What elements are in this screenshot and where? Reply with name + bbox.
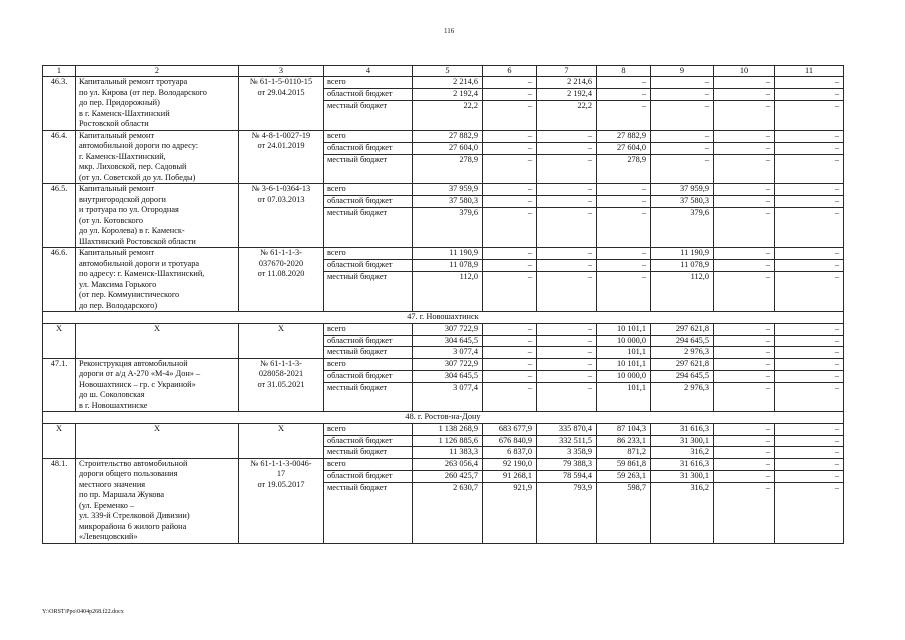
amount-cell: – xyxy=(537,248,597,260)
section-total-row xyxy=(43,324,844,336)
amount-cell: – xyxy=(714,130,775,142)
amount-cell: – xyxy=(597,101,651,131)
amount-cell: 87 104,3 xyxy=(597,424,651,436)
amount-cell: – xyxy=(537,142,597,154)
amount-cell: – xyxy=(537,347,597,359)
item-name-line: до ул. Королева) в г. Каменск- xyxy=(79,226,185,235)
amount-cell: – xyxy=(597,248,651,260)
amount-cell: – xyxy=(775,382,844,412)
funding-source-label: всего xyxy=(324,130,413,142)
amount-cell: 59 263,1 xyxy=(597,470,651,482)
amount-cell: – xyxy=(714,260,775,272)
column-number: 9 xyxy=(651,66,714,77)
funding-source-label: областной бюджет xyxy=(324,196,413,208)
amount-cell: – xyxy=(597,260,651,272)
amount-cell: 112,0 xyxy=(651,272,714,312)
amount-cell: – xyxy=(483,248,537,260)
amount-cell: – xyxy=(775,435,844,447)
funding-source-label: всего xyxy=(324,358,413,370)
amount-cell: – xyxy=(775,324,844,336)
amount-cell: – xyxy=(651,101,714,131)
amount-cell: – xyxy=(483,370,537,382)
amount-cell: – xyxy=(714,435,775,447)
amount-cell: 676 840,9 xyxy=(483,435,537,447)
amount-cell: 22,2 xyxy=(413,101,483,131)
item-name-line: до ш. Соколовская xyxy=(79,390,145,399)
item-name-line: автомобильной дороги по адресу: xyxy=(79,141,199,150)
funding-source-label: всего xyxy=(324,458,413,470)
item-name-line: до пер. Придорожный) xyxy=(79,98,160,107)
amount-cell: 27 604,0 xyxy=(597,142,651,154)
amount-cell: – xyxy=(483,358,537,370)
amount-cell: – xyxy=(651,130,714,142)
amount-cell: – xyxy=(775,424,844,436)
amount-cell: 683 677,9 xyxy=(483,424,537,436)
item-number: 46.5. xyxy=(43,184,76,248)
item-name-line: дороги от а/д А-270 «М-4» Дон» – xyxy=(79,369,201,378)
amount-cell: 11 078,9 xyxy=(651,260,714,272)
amount-cell: – xyxy=(714,447,775,459)
amount-cell: – xyxy=(775,89,844,101)
amount-cell: – xyxy=(775,470,844,482)
table-row xyxy=(43,184,844,196)
amount-cell: – xyxy=(775,130,844,142)
amount-cell: – xyxy=(597,208,651,248)
amount-cell: – xyxy=(775,482,844,543)
column-number: 5 xyxy=(413,66,483,77)
amount-cell: 3 358,9 xyxy=(537,447,597,459)
item-name-line: по ул. Кирова (от пер. Володарского xyxy=(79,87,207,97)
footer-file-path: Y:\ORST\Ppo\0404p268.f22.docx xyxy=(42,609,124,615)
column-number: 7 xyxy=(537,66,597,77)
item-name-line: (ул. Еременко – xyxy=(79,500,135,510)
amount-cell: – xyxy=(775,184,844,196)
amount-cell: 297 621,8 xyxy=(651,358,714,370)
amount-cell: – xyxy=(483,335,537,347)
amount-cell: – xyxy=(775,358,844,370)
item-name-line: ул. Максима Горького xyxy=(79,279,157,289)
amount-cell: 1 126 885,6 xyxy=(413,435,483,447)
amount-cell: – xyxy=(714,324,775,336)
amount-cell: – xyxy=(483,382,537,412)
amount-cell: – xyxy=(714,458,775,470)
item-name-line: Ростовской области xyxy=(79,119,149,128)
amount-cell: – xyxy=(483,101,537,131)
x-marker-doc: Х xyxy=(239,424,324,459)
amount-cell: – xyxy=(714,382,775,412)
amount-cell: – xyxy=(714,335,775,347)
amount-cell: – xyxy=(537,130,597,142)
amount-cell: – xyxy=(714,184,775,196)
amount-cell: 78 594,4 xyxy=(537,470,597,482)
amount-cell: 37 580,3 xyxy=(651,196,714,208)
amount-cell: 379,6 xyxy=(413,208,483,248)
amount-cell: – xyxy=(483,184,537,196)
x-marker-id: Х xyxy=(43,324,76,359)
amount-cell: 1 138 268,9 xyxy=(413,424,483,436)
project-document-line: № 61-1-1-3- xyxy=(260,358,302,368)
amount-cell: 2 192,4 xyxy=(537,89,597,101)
amount-cell: 316,2 xyxy=(651,447,714,459)
amount-cell: 263 056,4 xyxy=(413,458,483,470)
amount-cell: 598,7 xyxy=(597,482,651,543)
amount-cell: 10 000,0 xyxy=(597,370,651,382)
amount-cell: 3 077,4 xyxy=(413,382,483,412)
funding-source-label: областной бюджет xyxy=(324,435,413,447)
amount-cell: – xyxy=(714,77,775,89)
amount-cell: 31 616,3 xyxy=(651,424,714,436)
amount-cell: 10 000,0 xyxy=(597,335,651,347)
amount-cell: 2 976,3 xyxy=(651,347,714,359)
item-name-line: Капитальный ремонт xyxy=(79,184,155,193)
funding-source-label: местный бюджет xyxy=(324,447,413,459)
item-name xyxy=(76,77,239,131)
amount-cell: 27 882,9 xyxy=(413,130,483,142)
amount-cell: – xyxy=(537,335,597,347)
amount-cell: 3 077,4 xyxy=(413,347,483,359)
project-document xyxy=(239,358,324,412)
amount-cell: – xyxy=(537,184,597,196)
amount-cell: – xyxy=(483,324,537,336)
amount-cell: – xyxy=(651,89,714,101)
amount-cell: 793,9 xyxy=(537,482,597,543)
amount-cell: 297 621,8 xyxy=(651,324,714,336)
amount-cell: – xyxy=(483,142,537,154)
item-name-line: мкр. Лиховской, пер. Садовый xyxy=(79,162,187,171)
funding-source-label: всего xyxy=(324,248,413,260)
amount-cell: – xyxy=(714,208,775,248)
funding-source-label: местный бюджет xyxy=(324,382,413,412)
project-document-line: от 24.01.2019 xyxy=(257,141,305,150)
amount-cell: 304 645,5 xyxy=(413,335,483,347)
table-body xyxy=(43,66,844,544)
item-name xyxy=(76,358,239,412)
amount-cell: – xyxy=(537,260,597,272)
amount-cell: – xyxy=(651,142,714,154)
amount-cell: – xyxy=(714,196,775,208)
amount-cell: 260 425,7 xyxy=(413,470,483,482)
amount-cell: 2 976,3 xyxy=(651,382,714,412)
funding-table xyxy=(42,65,844,544)
item-number: 46.4. xyxy=(43,130,76,184)
amount-cell: – xyxy=(775,101,844,131)
funding-source-label: местный бюджет xyxy=(324,272,413,312)
amount-cell: – xyxy=(775,370,844,382)
amount-cell: 22,2 xyxy=(537,101,597,131)
amount-cell: 6 837,0 xyxy=(483,447,537,459)
amount-cell: 304 645,5 xyxy=(413,370,483,382)
amount-cell: – xyxy=(483,208,537,248)
amount-cell: 92 190,0 xyxy=(483,458,537,470)
amount-cell: 11 190,9 xyxy=(651,248,714,260)
amount-cell: – xyxy=(714,370,775,382)
item-name-line: местного значения xyxy=(79,479,146,489)
project-document-line: № 61-1-5-0110-15 xyxy=(249,77,313,86)
table-row xyxy=(43,77,844,89)
funding-source-label: местный бюджет xyxy=(324,154,413,184)
item-name-line: Новошахтинск – гр. с Украиной» xyxy=(79,379,196,389)
amount-cell: 37 959,9 xyxy=(651,184,714,196)
project-document xyxy=(239,130,324,184)
amount-cell: – xyxy=(714,470,775,482)
section-title: 47. г. Новошахтинск xyxy=(43,312,844,324)
amount-cell: – xyxy=(537,382,597,412)
table-row xyxy=(43,358,844,370)
table-row xyxy=(43,458,844,470)
amount-cell: – xyxy=(714,89,775,101)
item-name-line: «Левенцовский» xyxy=(79,532,138,541)
funding-source-label: областной бюджет xyxy=(324,470,413,482)
item-number: 46.3. xyxy=(43,77,76,131)
amount-cell: – xyxy=(597,196,651,208)
amount-cell: 91 268,1 xyxy=(483,470,537,482)
amount-cell: – xyxy=(537,370,597,382)
project-document-line: № 3-6-1-0364-13 xyxy=(251,184,311,193)
section-title: 48. г. Ростов-на-Дону xyxy=(43,412,844,424)
amount-cell: – xyxy=(775,154,844,184)
amount-cell: 294 645,5 xyxy=(651,335,714,347)
column-number: 1 xyxy=(43,66,76,77)
amount-cell: 31 300,1 xyxy=(651,470,714,482)
funding-source-label: местный бюджет xyxy=(324,208,413,248)
column-number: 2 xyxy=(76,66,239,77)
amount-cell: 86 233,1 xyxy=(597,435,651,447)
amount-cell: – xyxy=(775,260,844,272)
amount-cell: 31 616,3 xyxy=(651,458,714,470)
item-name xyxy=(76,130,239,184)
item-name-line: (от ул. Советской до ул. Победы) xyxy=(79,172,196,182)
item-number: 47.1. xyxy=(43,358,76,412)
amount-cell: 10 101,1 xyxy=(597,358,651,370)
project-document-line: от 31.05.2021 xyxy=(257,379,305,389)
item-name-line: (от ул. Котовского xyxy=(79,215,144,225)
x-marker-doc: Х xyxy=(239,324,324,359)
amount-cell: 2 214,6 xyxy=(537,77,597,89)
amount-cell: – xyxy=(714,248,775,260)
project-document-line: № 61-1-1-3-0046- xyxy=(250,458,312,468)
funding-source-label: областной бюджет xyxy=(324,142,413,154)
amount-cell: 2 192,4 xyxy=(413,89,483,101)
amount-cell: 27 604,0 xyxy=(413,142,483,154)
amount-cell: – xyxy=(597,89,651,101)
amount-cell: 294 645,5 xyxy=(651,370,714,382)
amount-cell: – xyxy=(537,154,597,184)
amount-cell: – xyxy=(537,208,597,248)
amount-cell: – xyxy=(714,347,775,359)
funding-source-label: всего xyxy=(324,324,413,336)
column-number: 4 xyxy=(324,66,413,77)
amount-cell: – xyxy=(714,482,775,543)
amount-cell: 921,9 xyxy=(483,482,537,543)
amount-cell: – xyxy=(483,272,537,312)
amount-cell: – xyxy=(775,347,844,359)
amount-cell: – xyxy=(483,77,537,89)
amount-cell: – xyxy=(483,196,537,208)
project-document xyxy=(239,184,324,248)
amount-cell: – xyxy=(775,142,844,154)
amount-cell: 79 388,3 xyxy=(537,458,597,470)
project-document xyxy=(239,458,324,543)
amount-cell: 27 882,9 xyxy=(597,130,651,142)
amount-cell: 278,9 xyxy=(413,154,483,184)
amount-cell: – xyxy=(775,272,844,312)
item-number: 46.6. xyxy=(43,248,76,312)
item-name-line: внутригородской дороги xyxy=(79,194,166,204)
amount-cell: 112,0 xyxy=(413,272,483,312)
amount-cell: – xyxy=(775,447,844,459)
table-row xyxy=(43,130,844,142)
amount-cell: – xyxy=(775,335,844,347)
amount-cell: – xyxy=(651,77,714,89)
item-name-line: по пр. Маршала Жукова xyxy=(79,490,165,499)
amount-cell: 278,9 xyxy=(597,154,651,184)
funding-source-label: всего xyxy=(324,184,413,196)
item-name-line: ул. 339-й Стрелковой Дивизии) xyxy=(79,511,190,520)
project-document xyxy=(239,77,324,131)
funding-source-label: всего xyxy=(324,77,413,89)
amount-cell: – xyxy=(775,77,844,89)
item-name xyxy=(76,248,239,312)
x-marker-name: Х xyxy=(76,424,239,459)
table-row xyxy=(43,248,844,260)
funding-source-label: местный бюджет xyxy=(324,347,413,359)
amount-cell: 37 959,9 xyxy=(413,184,483,196)
project-document-line: от 29.04.2015 xyxy=(257,87,305,97)
project-document-line: № 4-8-1-0027-19 xyxy=(251,130,311,140)
item-name-line: и тротуара по ул. Огородная xyxy=(79,205,179,214)
amount-cell: 10 101,1 xyxy=(597,324,651,336)
project-document-line: от 07.03.2013 xyxy=(257,194,305,204)
section-total-row xyxy=(43,424,844,436)
amount-cell: – xyxy=(714,101,775,131)
amount-cell: – xyxy=(483,347,537,359)
amount-cell: 307 722,9 xyxy=(413,324,483,336)
item-name-line: Капитальный ремонт xyxy=(79,248,155,257)
column-number: 3 xyxy=(239,66,324,77)
amount-cell: – xyxy=(651,154,714,184)
project-document-line: 17 xyxy=(276,469,286,478)
item-name-line: г. Каменск-Шахтинский, xyxy=(79,151,166,161)
item-name-line: по адресу: г. Каменск-Шахтинский, xyxy=(79,269,205,278)
x-marker-name: Х xyxy=(76,324,239,359)
amount-cell: – xyxy=(483,154,537,184)
item-name-line: до пер. Володарского) xyxy=(79,300,158,310)
amount-cell: 101,1 xyxy=(597,382,651,412)
amount-cell: 11 078,9 xyxy=(413,260,483,272)
funding-source-label: всего xyxy=(324,424,413,436)
amount-cell: 37 580,3 xyxy=(413,196,483,208)
amount-cell: 11 383,3 xyxy=(413,447,483,459)
amount-cell: – xyxy=(714,272,775,312)
amount-cell: 101,1 xyxy=(597,347,651,359)
amount-cell: 316,2 xyxy=(651,482,714,543)
amount-cell: – xyxy=(775,196,844,208)
amount-cell: 11 190,9 xyxy=(413,248,483,260)
amount-cell: – xyxy=(537,272,597,312)
amount-cell: – xyxy=(775,248,844,260)
amount-cell: – xyxy=(775,458,844,470)
amount-cell: – xyxy=(714,424,775,436)
column-number: 6 xyxy=(483,66,537,77)
column-number: 10 xyxy=(714,66,775,77)
item-name-line: Реконструкция автомобильной xyxy=(79,358,188,368)
project-document-line: от 11.08.2020 xyxy=(257,269,305,278)
amount-cell: – xyxy=(597,184,651,196)
project-document xyxy=(239,248,324,312)
amount-cell: – xyxy=(537,196,597,208)
page-number: 116 xyxy=(444,27,455,35)
item-name-line: (от пер. Коммунистического xyxy=(79,290,180,299)
section-title-row xyxy=(43,412,844,424)
x-marker-id: Х xyxy=(43,424,76,459)
item-name-line: автомобильной дороги и тротуара xyxy=(79,258,200,268)
amount-cell: 379,6 xyxy=(651,208,714,248)
amount-cell: – xyxy=(483,130,537,142)
funding-source-label: местный бюджет xyxy=(324,482,413,543)
amount-cell: – xyxy=(483,260,537,272)
item-name xyxy=(76,458,239,543)
column-number: 11 xyxy=(775,66,844,77)
funding-source-label: областной бюджет xyxy=(324,89,413,101)
item-name-line: в г. Новошахтинске xyxy=(79,400,148,410)
amount-cell: – xyxy=(714,142,775,154)
item-name-line: дороги общего пользования xyxy=(79,469,178,478)
section-title-row xyxy=(43,312,844,324)
project-document-line: 028058-2021 xyxy=(258,369,304,378)
item-name-line: Шахтинский Ростовской области xyxy=(79,236,196,246)
item-name xyxy=(76,184,239,248)
amount-cell: 871,2 xyxy=(597,447,651,459)
amount-cell: 335 870,4 xyxy=(537,424,597,436)
amount-cell: 59 861,8 xyxy=(597,458,651,470)
project-document-line: 037670-2020 xyxy=(258,258,304,268)
amount-cell: – xyxy=(537,358,597,370)
item-number: 48.1. xyxy=(43,458,76,543)
amount-cell: – xyxy=(537,324,597,336)
amount-cell: 307 722,9 xyxy=(413,358,483,370)
amount-cell: – xyxy=(483,89,537,101)
funding-source-label: областной бюджет xyxy=(324,335,413,347)
project-document-line: № 61-1-1-3- xyxy=(260,248,302,257)
amount-cell: – xyxy=(775,208,844,248)
item-name-line: Капитальный ремонт xyxy=(79,130,155,140)
amount-cell: 31 300,1 xyxy=(651,435,714,447)
item-name-line: Строительство автомобильной xyxy=(79,458,188,468)
funding-source-label: местный бюджет xyxy=(324,101,413,131)
column-number-row xyxy=(43,66,844,77)
item-name-line: микрорайона 6 жилого района xyxy=(79,521,187,531)
project-document-line: от 19.05.2017 xyxy=(257,479,305,489)
amount-cell: – xyxy=(597,77,651,89)
amount-cell: 2 214,6 xyxy=(413,77,483,89)
item-name-line: Капитальный ремонт тротуара xyxy=(79,77,188,86)
amount-cell: 332 511,5 xyxy=(537,435,597,447)
column-number: 8 xyxy=(597,66,651,77)
item-name-line: в г. Каменск-Шахтинский xyxy=(79,108,170,118)
funding-source-label: областной бюджет xyxy=(324,370,413,382)
funding-source-label: областной бюджет xyxy=(324,260,413,272)
amount-cell: 2 630,7 xyxy=(413,482,483,543)
amount-cell: – xyxy=(597,272,651,312)
amount-cell: – xyxy=(714,358,775,370)
amount-cell: – xyxy=(714,154,775,184)
